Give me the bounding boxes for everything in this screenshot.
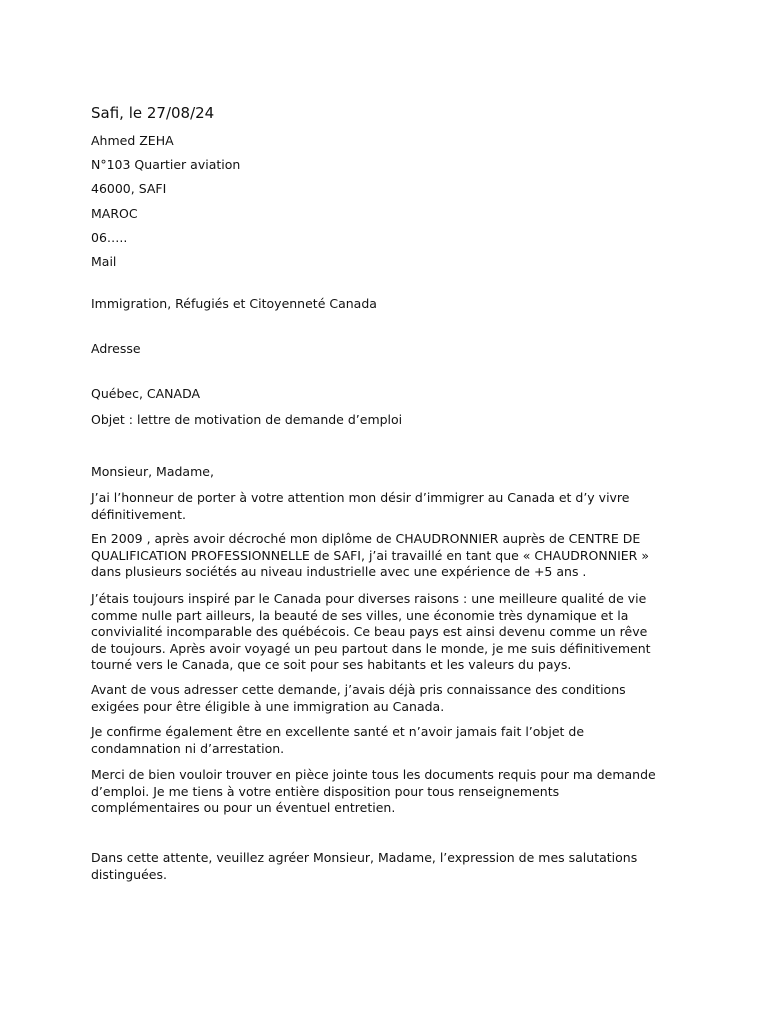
paragraph-line: Dans cette attente, veuillez agréer Monsieur, Madame, l’expression de mes salutations [91, 850, 638, 865]
paragraph-health [91, 724, 681, 757]
paragraph-line: Merci de bien vouloir trouver en pièce jointe tous les documents requis pour ma demande [91, 767, 656, 782]
paragraph-line: définitivement. [91, 506, 187, 522]
paragraph-line: condamnation ni d’arrestation. [91, 740, 285, 756]
recipient-org: Immigration, Réfugiés et Citoyenneté Canada [91, 296, 377, 311]
paragraph-experience [91, 531, 681, 581]
sender-city: 46000, SAFI [91, 181, 167, 196]
date-line: Safi, le 27/08/24 [91, 104, 215, 122]
sender-country: MAROC [91, 206, 138, 221]
paragraph-line: En 2009 , après avoir décroché mon diplôme de CHAUDRONNIER auprès de CENTRE DE [91, 531, 641, 546]
paragraph-line: d’emploi. Je me tiens à votre entière disposition pour tous renseignements [91, 783, 560, 799]
paragraph-line: de toujours. Après avoir voyagé un peu partout dans le monde, je me suis définitivement [91, 640, 651, 656]
paragraph-closing [91, 850, 681, 883]
paragraph-line: J’étais toujours inspiré par le Canada pour diverses raisons : une meilleure qualité de vie [91, 591, 647, 606]
recipient-city: Québec, CANADA [91, 386, 201, 401]
paragraph-line: dans plusieurs sociétés au niveau industrielle avec une expérience de +5 ans . [91, 564, 587, 579]
paragraph-line: tourné vers le Canada, que ce soit pour ses habitants et les valeurs du pays. [91, 657, 572, 672]
sender-mail: Mail [91, 254, 117, 269]
paragraph-line: distinguées. [91, 866, 167, 882]
sender-name: Ahmed ZEHA [91, 133, 174, 148]
subject-line: Objet : lettre de motivation de demande d’emploi [91, 412, 403, 427]
paragraph-line: QUALIFICATION PROFESSIONNELLE de SAFI, j’ai travaillé en tant que « CHAUDRONNIER » [91, 547, 649, 563]
paragraph-motivation [91, 591, 681, 674]
sender-phone: 06….. [91, 230, 128, 245]
paragraph-line: convivialité incomparable des québécois. Ce beau pays est ainsi devenu comme un rêve [91, 624, 648, 639]
paragraph-line: exigées pour être éligible à une immigration au Canada. [91, 698, 445, 714]
paragraph-line: Je confirme également être en excellente santé et n’avoir jamais fait l’objet de [91, 724, 585, 739]
paragraph-documents [91, 767, 681, 817]
salutation: Monsieur, Madame, [91, 464, 214, 479]
paragraph-line: J’ai l’honneur de porter à votre attention mon désir d’immigrer au Canada et d’y vivre [91, 490, 630, 505]
sender-street: N°103 Quartier aviation [91, 157, 241, 172]
paragraph-line: comme nulle part ailleurs, la beauté de ses villes, une économie très dynamique et la [91, 607, 629, 623]
paragraph-line: complémentaires ou pour un éventuel entretien. [91, 800, 396, 815]
paragraph-conditions [91, 682, 681, 715]
recipient-address: Adresse [91, 341, 141, 356]
paragraph-intent [91, 490, 681, 523]
paragraph-line: Avant de vous adresser cette demande, j’avais déjà pris connaissance des conditions [91, 682, 626, 697]
